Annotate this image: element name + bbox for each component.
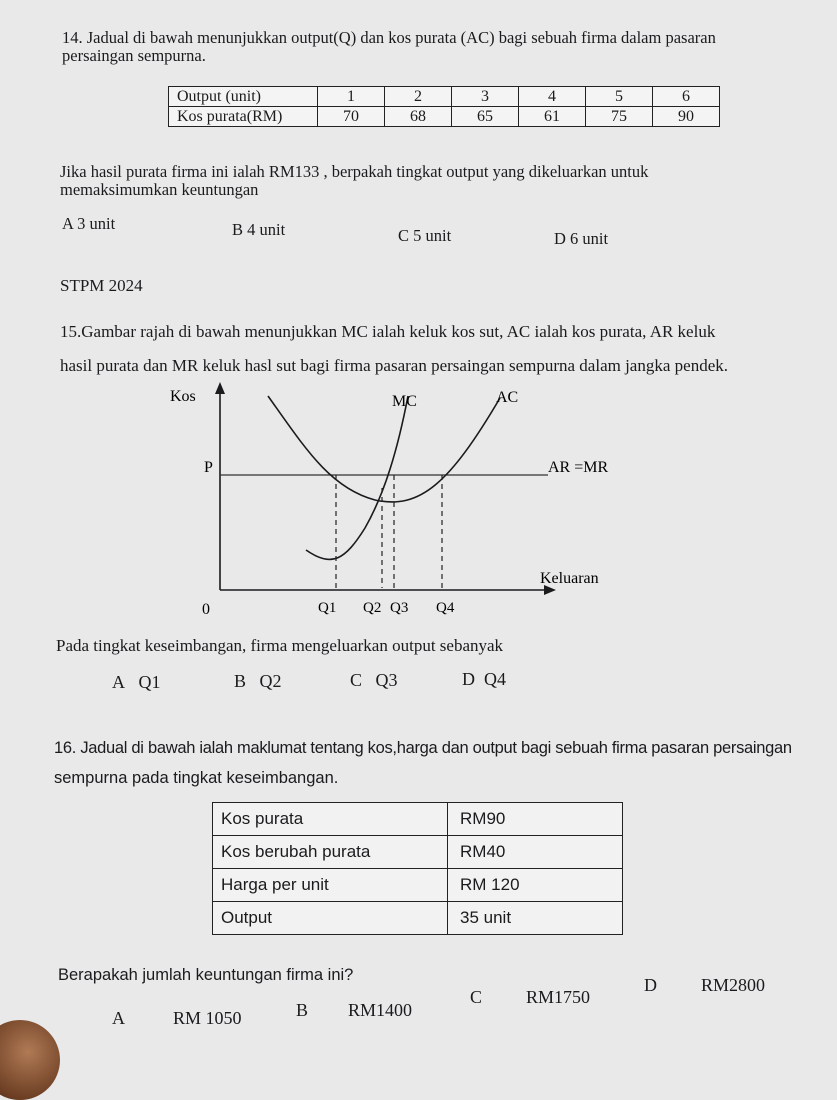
table-cell-label: Harga per unit <box>213 869 448 902</box>
q15-option-b[interactable] <box>234 671 282 692</box>
q16-info-table <box>212 802 623 935</box>
table-cell-label: Kos purata <box>213 803 448 836</box>
cost-cell: 70 <box>318 107 385 127</box>
q15-line2: hasil purata dan MR keluk hasl sut bagi firma pasaran persaingan sempurna dalam jangka pendek. <box>60 356 728 375</box>
option-letter: D <box>644 975 657 995</box>
y-axis-label: Kos <box>170 388 196 405</box>
table-cell-value: RM 120 <box>448 869 623 902</box>
thumb-photo-artifact <box>0 1020 60 1100</box>
output-cell: 6 <box>653 87 720 107</box>
option-text: Q3 <box>375 670 398 690</box>
table-cell-value: RM90 <box>448 803 623 836</box>
table-cell-label: Output <box>213 902 448 935</box>
mc-curve <box>306 396 408 559</box>
option-text: RM1750 <box>526 987 591 1007</box>
y-axis-arrow-icon <box>215 382 225 394</box>
q14-intro-text: Jadual di bawah menunjukkan output(Q) dan kos purata (AC) bagi sebuah firma dalam pasaran <box>86 28 716 47</box>
origin-label: 0 <box>202 601 210 618</box>
option-text: RM2800 <box>701 975 766 995</box>
price-label: P <box>204 459 213 476</box>
x-axis-label: Keluaran <box>540 570 599 587</box>
tick-label-q1: Q1 <box>318 600 337 616</box>
tick-label-q3: Q3 <box>390 600 409 616</box>
cost-curves-diagram <box>160 378 640 628</box>
q14-intro-line1 <box>62 28 716 48</box>
tick-label-q2: Q2 <box>363 600 382 616</box>
q16-option-d[interactable] <box>644 975 765 996</box>
tick-label-q4: Q4 <box>436 600 455 616</box>
table-row <box>213 836 623 869</box>
option-text: Q2 <box>259 671 282 691</box>
table-row <box>169 107 720 127</box>
q15-option-d[interactable] <box>462 669 506 690</box>
option-text: RM1400 <box>348 1000 413 1020</box>
q16-line1: 16. Jadual di bawah ialah maklumat tentang kos,harga dan output bagi sebuah firma pasaran persaingan <box>54 739 792 757</box>
option-letter: D <box>462 669 475 689</box>
option-letter: A <box>112 672 125 692</box>
q14-option-a[interactable]: A 3 unit <box>62 214 116 233</box>
q14-intro-line2: persaingan sempurna. <box>62 46 206 65</box>
option-text: RM 1050 <box>173 1008 242 1028</box>
output-cell: 3 <box>452 87 519 107</box>
ac-label: AC <box>496 389 519 406</box>
output-cell: 4 <box>519 87 586 107</box>
q16-option-c[interactable] <box>470 987 590 1008</box>
q15-question: Pada tingkat keseimbangan, firma mengeluarkan output sebanyak <box>56 636 504 655</box>
q14-option-c[interactable]: C 5 unit <box>398 226 452 245</box>
table-row <box>213 902 623 935</box>
q14-output-cost-table <box>168 86 720 127</box>
table-cell-value: 35 unit <box>448 902 623 935</box>
option-text: Q1 <box>138 672 161 692</box>
table-row <box>213 869 623 902</box>
q16-option-a[interactable] <box>112 1008 242 1029</box>
q15-option-a[interactable] <box>112 672 161 693</box>
table-cell-label: Kos berubah purata <box>213 836 448 869</box>
option-letter: B <box>234 671 247 691</box>
cost-cell: 75 <box>586 107 653 127</box>
cost-cell: 90 <box>653 107 720 127</box>
q14-question-line1: Jika hasil purata firma ini ialah RM133 , berpakah tingkat output yang dikeluarkan untuk <box>60 162 649 181</box>
section-heading: STPM 2024 <box>60 276 143 295</box>
ar-mr-label: AR =MR <box>548 459 609 476</box>
cost-cell: 65 <box>452 107 519 127</box>
option-letter: C <box>350 670 363 690</box>
q16-option-b[interactable] <box>296 1000 412 1021</box>
q16-question: Berapakah jumlah keuntungan firma ini? <box>58 966 354 984</box>
q16-line2: sempurna pada tingkat keseimbangan. <box>54 769 339 787</box>
q14-number: 14. <box>62 28 83 47</box>
q14-option-d[interactable]: D 6 unit <box>554 229 609 248</box>
table-row <box>169 87 720 107</box>
output-cell: 1 <box>318 87 385 107</box>
q15-option-c[interactable] <box>350 670 398 691</box>
option-letter: C <box>470 987 483 1007</box>
option-letter: A <box>112 1008 125 1028</box>
row-label-cost: Kos purata(RM) <box>169 107 318 127</box>
option-letter: B <box>296 1000 309 1020</box>
q14-option-b[interactable]: B 4 unit <box>232 220 286 239</box>
table-row <box>213 803 623 836</box>
table-cell-value: RM40 <box>448 836 623 869</box>
q15-line1: 15.Gambar rajah di bawah menunjukkan MC ialah keluk kos sut, AC ialah kos purata, AR keluk <box>60 322 716 341</box>
cost-cell: 68 <box>385 107 452 127</box>
cost-cell: 61 <box>519 107 586 127</box>
option-text: Q4 <box>484 669 506 689</box>
q14-question-line2: memaksimumkan keuntungan <box>60 180 259 199</box>
output-cell: 5 <box>586 87 653 107</box>
row-label-output: Output (unit) <box>169 87 318 107</box>
output-cell: 2 <box>385 87 452 107</box>
mc-label: MC <box>392 393 417 410</box>
